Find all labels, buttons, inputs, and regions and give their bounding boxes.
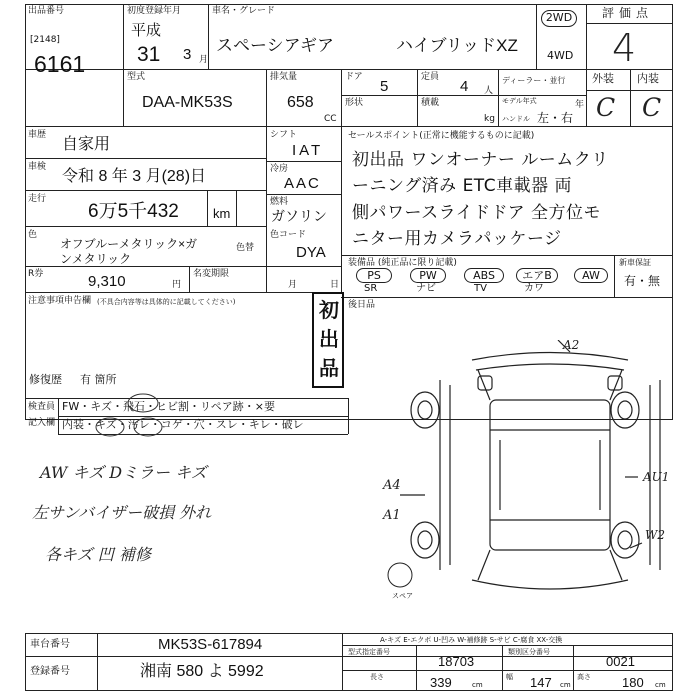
repair-label: 修復歴 [29, 373, 62, 386]
capacity-label: 定員 [421, 72, 440, 82]
equip-navi: ナビ [416, 283, 436, 294]
drive-2wd-circled: 2WD [541, 10, 577, 27]
height-unit: cm [655, 681, 666, 689]
displacement-value: 658 [287, 94, 314, 111]
stamp-char-2: 出 [319, 329, 339, 351]
chassis-value: MK53S-617894 [158, 636, 263, 653]
score-value: 4 [612, 26, 637, 70]
rear-seat-label: 後日品 [348, 300, 376, 310]
category-value: 18703 [438, 654, 475, 669]
insp-fw: FW [62, 400, 80, 413]
length-label: 長さ [370, 673, 384, 681]
color-label: 色 [28, 230, 38, 240]
color-tone-label: 色替 [236, 243, 255, 253]
shift-value: IAT [292, 142, 324, 159]
insp-tear: 破レ [281, 418, 304, 431]
color-code-label: 色コード [270, 230, 307, 240]
spare-label: スペア [392, 592, 413, 600]
sales-point-label: セールスポイント(正常に機能するものに記載) [348, 131, 535, 141]
int-grade: C [642, 93, 662, 122]
inspector-row-2: 内装・キズ・汚レ・コゲ・穴・スレ・キレ・破レ [62, 418, 304, 431]
sales-point-line-2: ーニング済み ETC車載器 両 [352, 176, 572, 196]
first-reg-month-unit: 月 [199, 55, 209, 65]
first-listing-stamp [312, 292, 344, 388]
lot-label: 出品番号 [28, 6, 65, 16]
load-unit: kg [484, 114, 495, 124]
mark-a2: A2 [563, 338, 580, 352]
hand-note-2: 左サンバイザー破損 外れ [32, 503, 212, 522]
notes-label: 注意事項申告欄 [28, 296, 92, 306]
warranty-label: 新車保証 [619, 258, 651, 267]
shape-label: 形状 [345, 98, 364, 108]
plate-label: 登録番号 [30, 666, 70, 677]
sales-point-line-3: 側パワースライドドア 全方位モ [352, 203, 602, 223]
length-unit: cm [472, 681, 483, 689]
mark-au1: AU1 [643, 470, 670, 484]
name-change-day-unit: 日 [330, 280, 340, 290]
equip-tv: TV [474, 283, 487, 294]
equip-sr: SR [364, 283, 378, 294]
sales-point-line-4: ニター用カメラパッケージ [352, 229, 562, 249]
insp-stain: 汚レ [127, 418, 150, 431]
stamp-char-1: 初 [319, 300, 339, 322]
insp-repair: リペア跡 [200, 400, 244, 413]
width-unit: cm [560, 681, 571, 689]
insp-crack: ヒビ割 [156, 400, 189, 413]
inspector-label-2: 記入欄 [28, 418, 56, 428]
fuel-label: 燃料 [270, 197, 289, 207]
first-reg-label: 初度登録年月 [127, 6, 182, 16]
class-label: 類別区分番号 [508, 648, 550, 656]
equip-aw: AW [574, 268, 608, 283]
doors-label: ドア [345, 72, 363, 82]
insp-cut: キレ [248, 418, 271, 431]
fuel-value: ガソリン [271, 208, 327, 224]
equipment-label: 装備品 (純正品に限り記載) [348, 258, 457, 268]
shift-label: シフト [270, 130, 298, 140]
width-value: 147 [530, 675, 552, 690]
model-year-label: モデル年式 [502, 97, 537, 105]
insp-wear: スレ [215, 418, 238, 431]
first-reg-era: 平成 [131, 22, 162, 39]
notes-sub: (不具合内容等は具体的に記載してください) [97, 298, 236, 306]
inspector-label-1: 検査員 [28, 402, 56, 412]
load-label: 積載 [421, 98, 440, 108]
insp-need: ×要 [254, 400, 275, 413]
repair-value: 有 箇所 [80, 373, 117, 386]
name-change-label: 名変期限 [193, 269, 230, 279]
name-change-month-unit: 月 [288, 280, 298, 290]
usage-label: 車歴 [28, 130, 47, 140]
ac-label: 冷房 [270, 164, 289, 174]
equip-airbag: エアB [516, 268, 558, 283]
car-damage-diagram [380, 340, 680, 610]
mark-a1: A1 [383, 508, 401, 523]
height-value: 180 [622, 675, 644, 690]
mileage-unit: km [213, 206, 231, 221]
capacity-value: 4 [460, 78, 469, 95]
mark-w2: W2 [645, 528, 665, 542]
ext-label: 外装 [592, 72, 614, 85]
handle-value: 左・右 [537, 111, 574, 125]
car-grade: ハイブリッドXZ [396, 36, 518, 55]
inspection-value: 令和 8 年 3 月(28)日 [62, 168, 207, 185]
lot-bracket: [2148] [30, 35, 60, 45]
dealer-label: ディーラー・並行 [502, 76, 566, 85]
recycle-value: 9,310 [88, 273, 126, 290]
recycle-unit: 円 [172, 280, 182, 290]
equip-abs: ABS [464, 268, 504, 283]
hand-note-3: 各キズ 凹 補修 [45, 545, 151, 564]
inspector-circle-marks [90, 392, 220, 442]
inspection-label: 車検 [28, 162, 47, 172]
hand-note-1: AW キズ Dミラー キズ [40, 463, 207, 482]
insp-int-scratch: キズ [95, 418, 117, 431]
recycle-label: R券 [28, 269, 44, 279]
model-code-value: DAA-MK53S [142, 94, 233, 111]
mileage-value: 6万5千432 [88, 201, 179, 222]
insp-burn: コゲ [160, 418, 183, 431]
color-value-line2: ンメタリック [60, 252, 132, 266]
doors-value: 5 [380, 78, 389, 95]
chassis-label: 車台番号 [30, 639, 70, 650]
category-label: 型式指定番号 [348, 648, 390, 656]
length-value: 339 [430, 675, 452, 690]
drive-4wd: 4WD [547, 49, 574, 62]
equip-leather: カワ [524, 283, 544, 294]
insp-chip: 飛石 [123, 400, 145, 413]
equip-ps: PS [356, 268, 392, 283]
damage-legend: A-キズ E-エクボ U-凹み W-補修跡 S-サビ C-腐食 XX-交換 [380, 636, 563, 644]
lot-number: 6161 [34, 51, 86, 77]
stamp-char-3: 品 [319, 358, 339, 380]
warranty-value: 有・無 [624, 274, 661, 288]
int-label: 内装 [637, 72, 659, 85]
capacity-unit: 人 [484, 86, 494, 96]
equip-pw: PW [410, 268, 446, 283]
car-name-label: 車名・グレード [212, 6, 276, 16]
height-label: 高さ [577, 673, 591, 681]
displacement-unit: CC [324, 114, 337, 124]
color-code-value: DYA [296, 244, 326, 261]
mark-a4: A4 [383, 478, 401, 493]
insp-hole: 穴 [193, 418, 205, 431]
width-label: 幅 [506, 673, 513, 681]
model-year-unit: 年 [575, 100, 585, 110]
bottom-table [25, 633, 673, 691]
handle-label: ハンドル [502, 115, 530, 123]
usage-value: 自家用 [62, 136, 111, 153]
first-reg-month: 3 [183, 46, 192, 63]
color-value-line1: オフブルーメタリック×ガ [60, 237, 198, 251]
displacement-label: 排気量 [270, 72, 298, 82]
insp-scratch: キズ [90, 400, 112, 413]
ext-grade: C [596, 93, 616, 122]
model-code-label: 型式 [127, 72, 146, 82]
mileage-label: 走行 [28, 194, 47, 204]
first-reg-year: 31 [137, 43, 161, 66]
ac-value: AAC [284, 175, 321, 192]
class-value: 0021 [606, 654, 635, 669]
plate-value: 湘南 580 よ 5992 [140, 663, 264, 680]
car-model-name: スペーシアギア [216, 36, 334, 55]
sales-point-line-1: 初出品 ワンオーナー ルームクリ [352, 150, 609, 170]
score-label: 評価点 [602, 6, 654, 20]
inspector-row-1: FW・キズ・飛石・ヒビ割・リペア跡・×要 [62, 400, 275, 413]
insp-interior: 内装 [62, 418, 84, 431]
